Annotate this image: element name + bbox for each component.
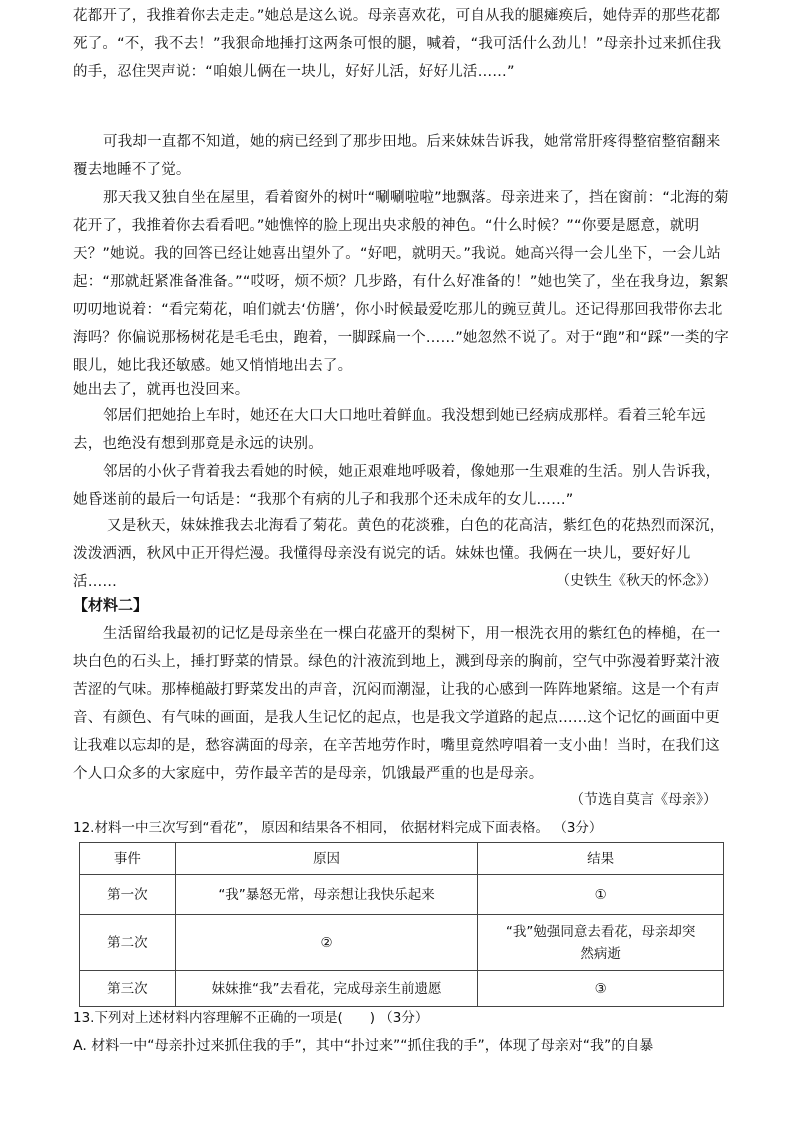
table-row — [80, 915, 724, 971]
option-a[interactable]: A. 材料一中“母亲扑过来抓住我的手”，其中“扑过来”“抓住我的手”，体现了母亲对“我”的自暴 — [73, 1038, 654, 1054]
paragraph: 邻居们把她抬上车时，她还在大口大口地吐着鲜血。我没想到她已经病成那样。看着三轮车远去，也绝没有想到那竟是永远的诀别。 — [73, 408, 706, 452]
table-cell: 妹妹推“我”去看花，完成母亲生前遗愿 — [175, 971, 477, 1007]
paragraph: 可我却一直都不知道，她的病已经到了那步田地。后来妹妹告诉我，她常常肝疼得整宿整宿翻来覆去地睡不了觉。 — [73, 134, 721, 178]
section-heading: 【材料二】 — [73, 596, 149, 614]
table-cell: 第二次 — [80, 915, 176, 971]
question-12-prompt: 12.材料一中三次写到“看花”， 原因和结果各不相同， 依据材料完成下面表格。 （3分） — [73, 820, 603, 836]
source-citation: （节选自莫言《母亲》） — [570, 792, 717, 808]
answer-blank-3[interactable]: ③ — [478, 971, 724, 1007]
table-row — [80, 971, 724, 1007]
answer-blank-2[interactable]: ② — [175, 915, 477, 971]
table-cell: 第一次 — [80, 875, 176, 915]
paragraph: 那天我又独自坐在屋里，看着窗外的树叶“唰唰啦啦”地飘落。母亲进来了，挡在窗前：“北海的菊花开了，我推着你去看看吧。”她憔悴的脸上现出央求般的神色。“什么时候？”“你要是愿意，就明天？”她说。我的回答已经让她喜出望外了。“好吧，就明天。”我说。她高兴得一会儿坐下，一会儿站起：“那就赶紧准备准备。”“哎呀，烦不烦？几步路，有什么好准备的！”她也笑了，坐在我身边，絮絮叨叨地说着：“看完菊花，咱们就去‘仿膳’，你小时候最爱吃那儿的豌豆黄儿。还记得那回我带你去北海吗？你偏说那杨树花是毛毛虫，跑着，一脚踩扁一个……”她忽然不说了。对于“跑”和“踩”一类的字眼儿，她比我还敏感。她又悄悄地出去了。 — [73, 190, 729, 374]
paragraph: 生活留给我最初的记忆是母亲坐在一棵白花盛开的梨树下，用一根洗衣用的紫红色的棒槌，在一块白色的石头上，捶打野菜的情景。绿色的汁液流到地上，溅到母亲的胸前，空气中弥漫着野菜汁液苦涩的气味。那棒槌敲打野菜发出的声音，沉闷而潮湿，让我的心感到一阵阵地紧缩。这是一个有声音、有颜色、有气味的画面，是我人生记忆的起点，也是我文学道路的起点……这个记忆的画面中更让我难以忘却的是，愁容满面的母亲，在辛苦地劳作时，嘴里竟然哼唱着一支小曲！当时，在我们这个人口众多的大家庭中，劳作最辛苦的是母亲，饥饿最严重的也是母亲。 — [73, 626, 721, 782]
paragraph: 花都开了，我推着你去走走。”她总是这么说。母亲喜欢花，可自从我的腿瘫痪后，她侍弄的那些花都死了。“不，我不去！”我狠命地捶打这两条可恨的腿，喊着，“我可活什么劲儿！”母亲扑过来抓住我的手，忍住哭声说：“咱娘儿俩在一块儿，好好儿活，好好儿活……” — [73, 8, 722, 80]
source-citation: （史铁生《秋天的怀念》） — [556, 573, 717, 589]
table-row — [80, 875, 724, 915]
answer-blank-1[interactable]: ① — [478, 875, 724, 915]
table-header: 原因 — [175, 843, 477, 875]
answer-table — [79, 842, 724, 1007]
table-header: 结果 — [478, 843, 724, 875]
paragraph: 邻居的小伙子背着我去看她的时候，她正艰难地呼吸着，像她那一生艰难的生活。别人告诉我，她昏迷前的最后一句话是：“我那个有病的儿子和我那个还未成年的女儿……” — [73, 464, 721, 508]
question-13-prompt: 13.下列对上述材料内容理解不正确的一项是( ) （3分） — [73, 1010, 429, 1026]
paragraph: 又是秋天，妹妹推我去北海看了菊花。黄色的花淡雅，白色的花高洁，紫红色的花热烈而深沉，泼泼洒洒，秋风中正开得烂漫。我懂得母亲没有说完的话。妹妹也懂。我俩在一块儿，要好好儿活…… — [73, 518, 725, 590]
table-header: 事件 — [80, 843, 176, 875]
table-header-row — [80, 843, 724, 875]
table-cell: 第三次 — [80, 971, 176, 1007]
table-cell: “我”暴怒无常，母亲想让我快乐起来 — [175, 875, 477, 915]
table-cell: “我”勉强同意去看花，母亲却突然病逝 — [478, 915, 724, 971]
paragraph: 她出去了，就再也没回来。 — [73, 382, 250, 398]
